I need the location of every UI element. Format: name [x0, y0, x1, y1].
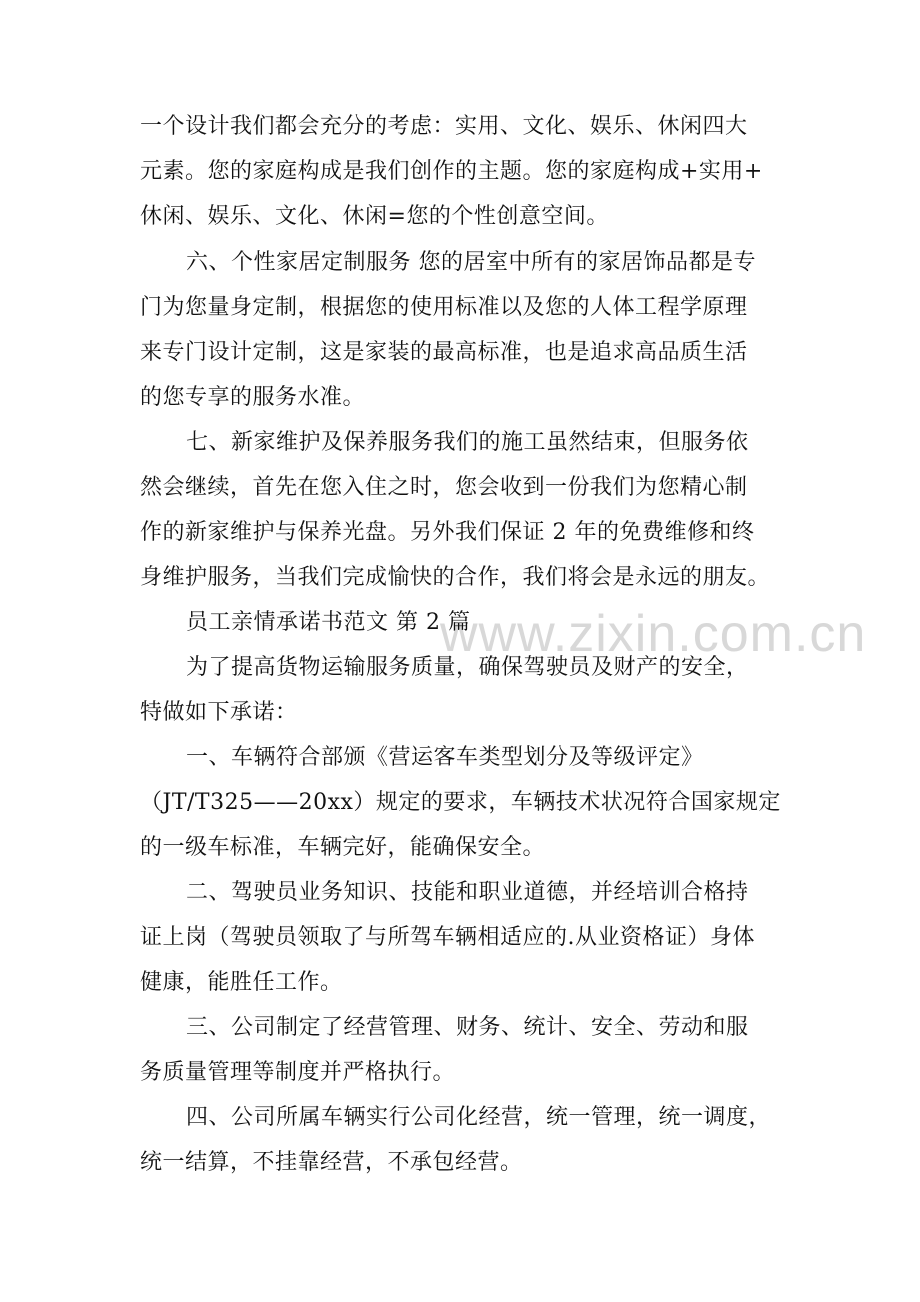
paragraph-line: 二、驾驶员业务知识、技能和职业道德，并经培训合格持 — [186, 880, 749, 905]
paragraph-line: 作的新家维护与保养光盘。另外我们保证 2 年的免费维修和终 — [140, 520, 755, 545]
paragraph-line: 证上岗（驾驶员领取了与所驾车辆相适应的.从业资格证）身体 — [140, 925, 755, 950]
paragraph-line: 六、个性家居定制服务 您的居室中所有的家居饰品都是专 — [186, 250, 756, 275]
paragraph-line: 务质量管理等制度并严格执行。 — [140, 1060, 456, 1085]
paragraph-line: （JT/T325——20xx）规定的要求，车辆技术状况符合国家规定 — [140, 790, 781, 815]
paragraph-line: 特做如下承诺： — [140, 700, 298, 725]
paragraph-line: 元素。您的家庭构成是我们创作的主题。您的家庭构成+实用+ — [140, 159, 763, 184]
paragraph-line: 身维护服务，当我们完成愉快的合作，我们将会是永远的朋友。 — [140, 565, 771, 590]
paragraph-line: 一、车辆符合部颁《营运客车类型划分及等级评定》 — [186, 745, 704, 770]
paragraph-line: 统一结算，不挂靠经营，不承包经营。 — [140, 1150, 523, 1175]
paragraph-line: 来专门设计定制，这是家装的最高标准，也是追求高品质生活 — [140, 340, 748, 365]
paragraph-line: 休闲、娱乐、文化、休闲=您的个性创意空间。 — [140, 204, 609, 229]
watermark: www.zixin.com.cn — [440, 605, 867, 663]
paragraph-line: 然会继续，首先在您入住之时，您会收到一份我们为您精心制 — [140, 475, 748, 500]
paragraph-line: 的您专享的服务水准。 — [140, 385, 366, 410]
paragraph-line: 四、公司所属车辆实行公司化经营，统一管理，统一调度， — [186, 1105, 772, 1130]
paragraph-line: 一个设计我们都会充分的考虑：实用、文化、娱乐、休闲四大 — [140, 114, 748, 139]
paragraph-line: 健康，能胜任工作。 — [140, 970, 343, 995]
section-heading: 员工亲情承诺书范文 第 2 篇 — [186, 610, 471, 635]
paragraph-line: 为了提高货物运输服务质量，确保驾驶员及财产的安全， — [186, 655, 749, 680]
paragraph-line: 的一级车标准，车辆完好，能确保安全。 — [140, 835, 546, 860]
paragraph-line: 门为您量身定制，根据您的使用标准以及您的人体工程学原理 — [140, 295, 748, 320]
paragraph-line: 七、新家维护及保养服务我们的施工虽然结束，但服务依 — [186, 430, 749, 455]
paragraph-line: 三、公司制定了经营管理、财务、统计、安全、劳动和服 — [186, 1015, 749, 1040]
